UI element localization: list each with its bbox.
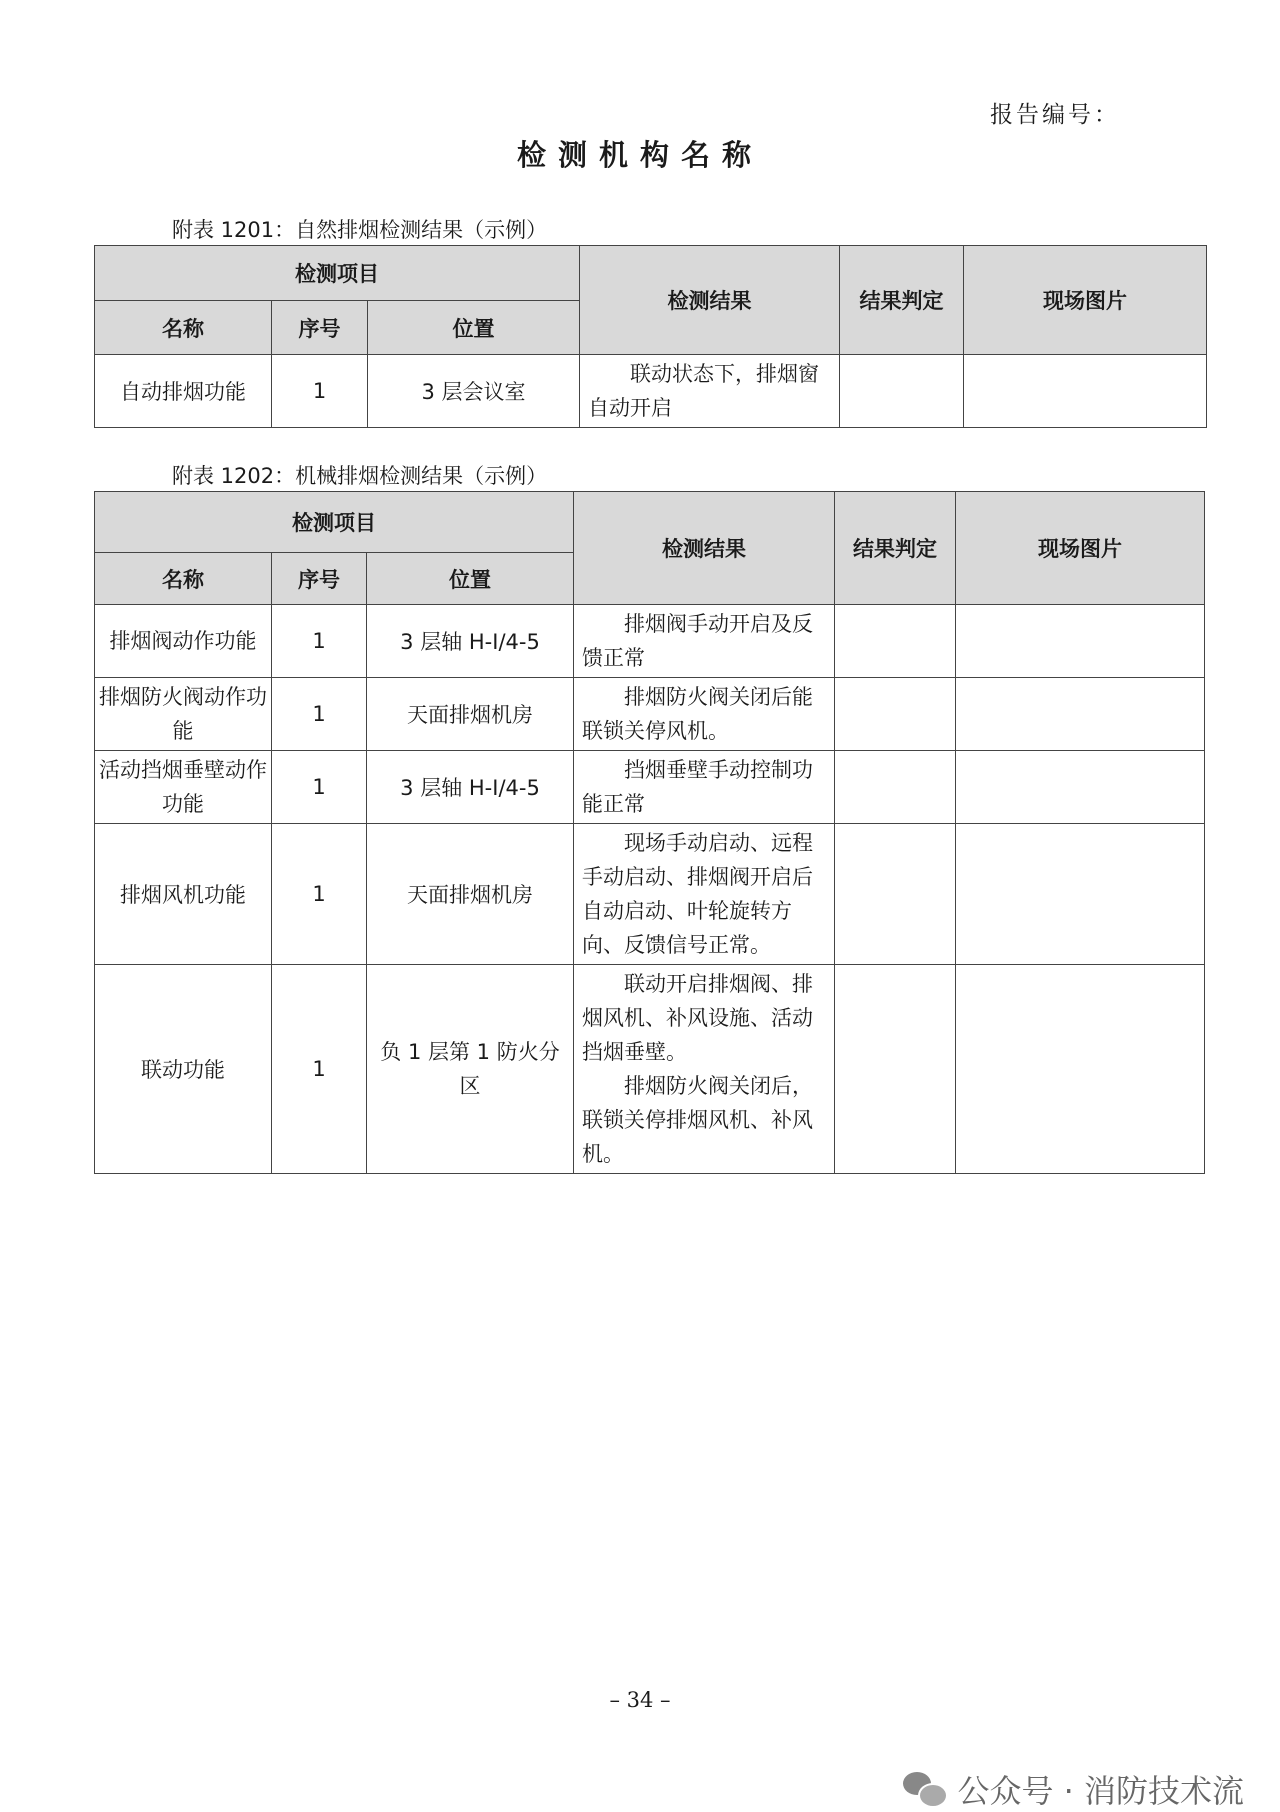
row-location: 天面排烟机房 [367,824,574,965]
table1-header-judgement: 结果判定 [840,246,964,355]
table-row [95,965,1205,1174]
table1-header-seq: 序号 [272,301,368,355]
row-location: 3 层轴 H-I/4-5 [367,605,574,678]
row-judgement [835,605,956,678]
row-seq: 1 [272,678,367,751]
footer-brand [903,1766,1244,1812]
row-photo [956,678,1205,751]
row-result: 挡烟垂壁手动控制功能正常 [574,751,835,824]
table1-header-name: 名称 [95,301,272,355]
table-row [95,605,1205,678]
row-judgement [835,678,956,751]
org-title: 检测机构名称 [516,138,763,172]
table1-header-location: 位置 [368,301,580,355]
table1-caption: 附表 1201：自然排烟检测结果（示例） [172,218,548,242]
row-photo [956,751,1205,824]
row-result-paragraph: 排烟防火阀关闭后，联锁关停排烟风机、补风机。 [582,1074,813,1166]
row-judgement [835,965,956,1174]
table-row [95,824,1205,965]
row-location: 天面排烟机房 [367,678,574,751]
row-result: 联动状态下，排烟窗自动开启 [580,355,840,428]
row-seq: 1 [272,965,367,1174]
row-result [574,965,835,1174]
table1-header-result: 检测结果 [580,246,840,355]
wechat-icon [903,1772,945,1806]
row-location: 3 层轴 H-I/4-5 [367,751,574,824]
row-judgement [835,824,956,965]
row-seq: 1 [272,355,368,428]
row-name: 排烟防火阀动作功能 [95,678,272,751]
row-name: 排烟阀动作功能 [95,605,272,678]
table2-header-photo: 现场图片 [956,492,1205,605]
report-number-label: 报告编号： [990,102,1120,128]
row-seq: 1 [272,605,367,678]
row-seq: 1 [272,824,367,965]
table2-header-group: 检测项目 [95,492,574,553]
row-name: 自动排烟功能 [95,355,272,428]
row-result-paragraph: 联动开启排烟阀、排烟风机、补风设施、活动挡烟垂壁。 [582,972,813,1064]
table-row [95,355,1207,428]
table2-header-seq: 序号 [272,553,367,605]
row-judgement [835,751,956,824]
row-photo [956,965,1205,1174]
row-name: 排烟风机功能 [95,824,272,965]
footer-brand-text: 公众号 · 消防技术流 [957,1772,1244,1810]
row-location: 3 层会议室 [368,355,580,428]
table2-header-name: 名称 [95,553,272,605]
table2-header-location: 位置 [367,553,574,605]
table1-header-group: 检测项目 [95,246,580,301]
row-result: 排烟阀手动开启及反馈正常 [574,605,835,678]
table1 [94,245,1207,428]
table2 [94,491,1205,1174]
page-number: – 34 – [609,1688,671,1712]
row-name: 联动功能 [95,965,272,1174]
row-location: 负 1 层第 1 防火分区 [367,965,574,1174]
row-photo [956,824,1205,965]
row-result: 排烟防火阀关闭后能联锁关停风机。 [574,678,835,751]
row-seq: 1 [272,751,367,824]
table2-caption: 附表 1202：机械排烟检测结果（示例） [172,464,548,488]
row-photo [956,605,1205,678]
row-photo [964,355,1207,428]
table2-header-result: 检测结果 [574,492,835,605]
row-name: 活动挡烟垂壁动作功能 [95,751,272,824]
table-row [95,678,1205,751]
table-row [95,751,1205,824]
row-judgement [840,355,964,428]
table1-header-photo: 现场图片 [964,246,1207,355]
row-result: 现场手动启动、远程手动启动、排烟阀开启后自动启动、叶轮旋转方向、反馈信号正常。 [574,824,835,965]
table2-header-judgement: 结果判定 [835,492,956,605]
